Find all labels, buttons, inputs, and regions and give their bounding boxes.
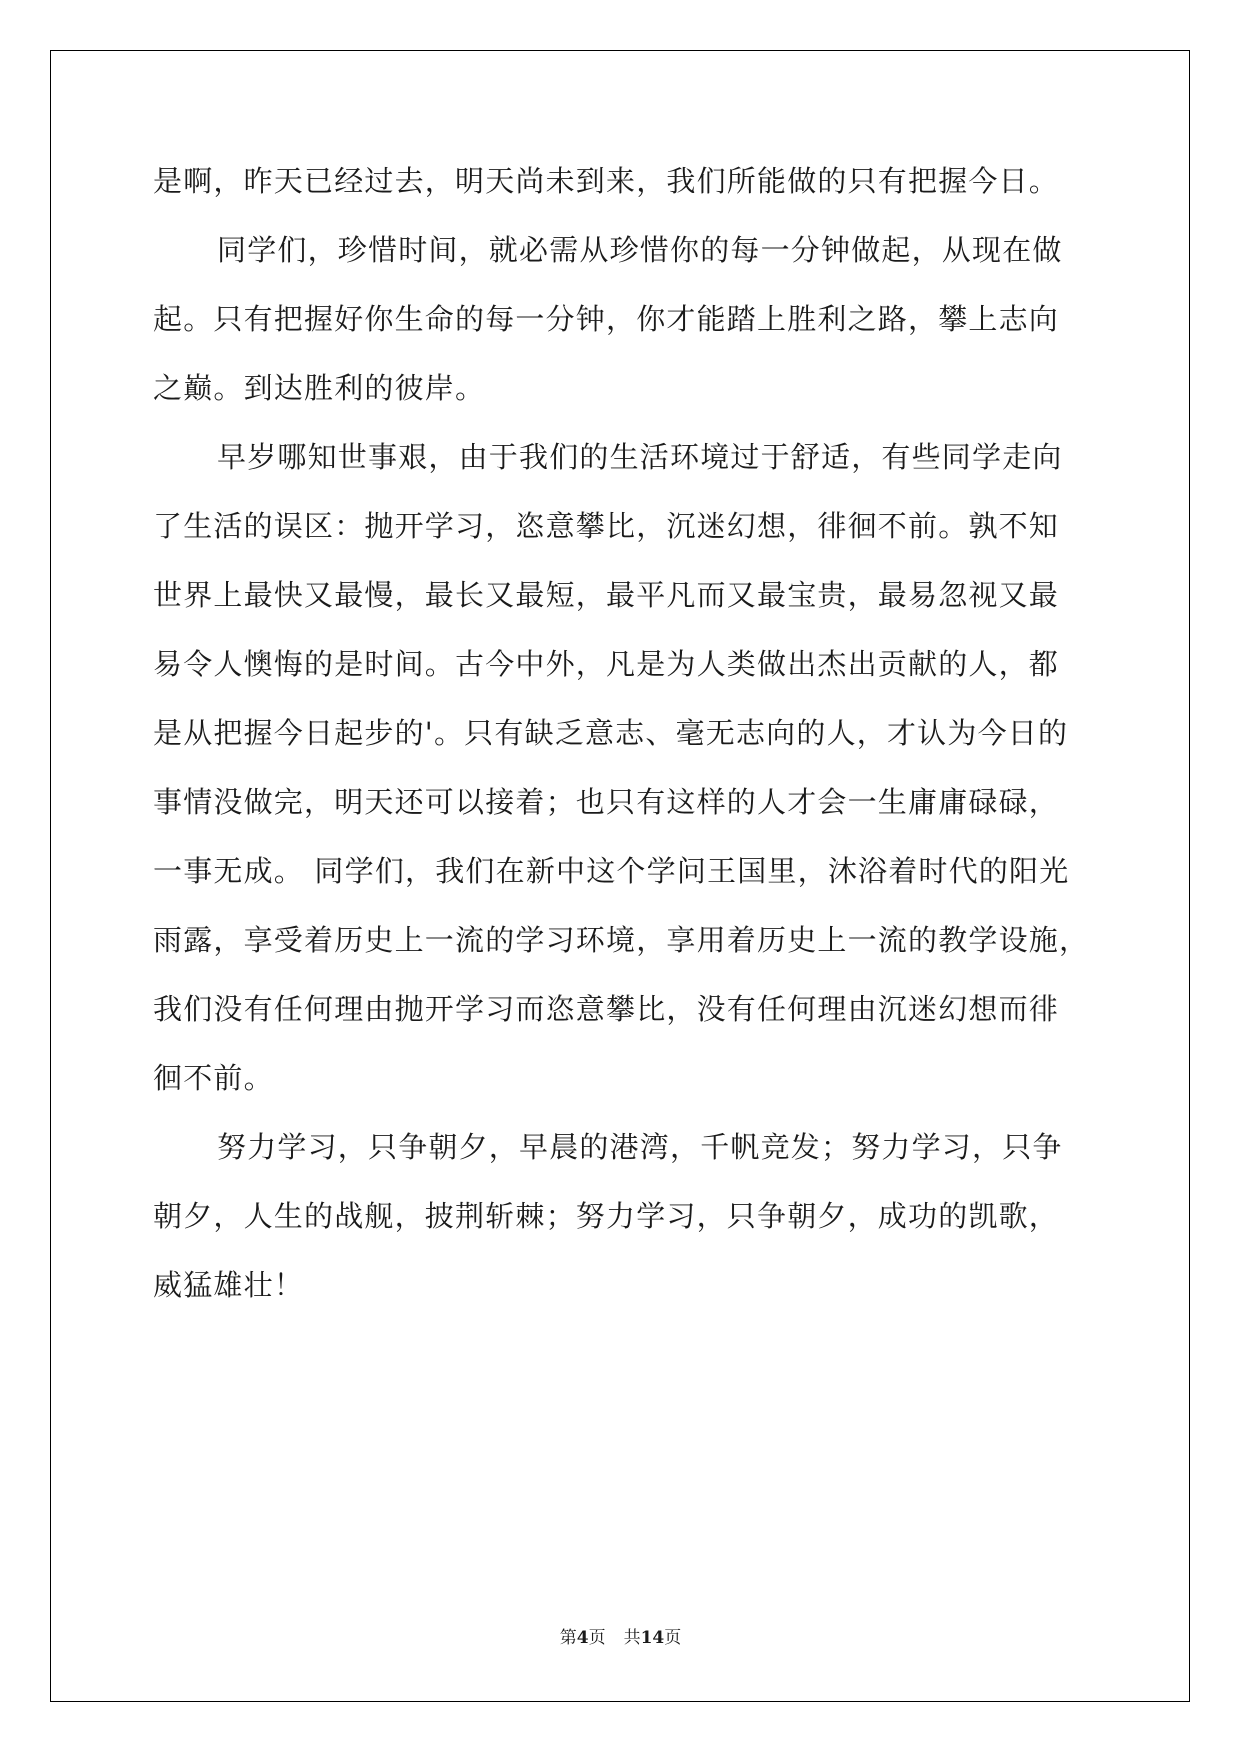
text-line: 雨露，享受着历史上一流的学习环境，享用着历史上一流的教学设施， bbox=[153, 923, 1090, 957]
text-line: 我们没有任何理由抛开学习而恣意攀比，没有任何理由沉迷幻想而徘 bbox=[153, 992, 1060, 1026]
text-line: 世界上最快又最慢，最长又最短，最平凡而又最宝贵，最易忽视又最 bbox=[153, 578, 1060, 612]
page-prefix: 第 bbox=[559, 1628, 577, 1648]
text-line: 早岁哪知世事艰，由于我们的生活环境过于舒适，有些同学走向 bbox=[217, 440, 1063, 474]
page-footer bbox=[0, 1627, 1241, 1649]
total-pages-indicator bbox=[624, 1628, 682, 1648]
text-line: 威猛雄壮！ bbox=[153, 1268, 305, 1302]
text-line: 是从把握今日起步的'。只有缺乏意志、毫无志向的人，才认为今日的 bbox=[153, 716, 1069, 750]
text-line: 朝夕，人生的战舰，披荆斩棘；努力学习，只争朝夕，成功的凯歌， bbox=[153, 1199, 1060, 1233]
current-page-number: 4 bbox=[576, 1628, 589, 1648]
total-prefix: 共 bbox=[623, 1628, 641, 1648]
text-line: 起。只有把握好你生命的每一分钟，你才能踏上胜利之路，攀上志向 bbox=[153, 302, 1060, 336]
text-line: 同学们，珍惜时间，就必需从珍惜你的每一分钟做起，从现在做 bbox=[217, 233, 1063, 267]
text-line: 易令人懊悔的是时间。古今中外，凡是为人类做出杰出贡献的人，都 bbox=[153, 647, 1060, 681]
text-line: 了生活的误区：抛开学习，恣意攀比，沉迷幻想，徘徊不前。孰不知 bbox=[153, 509, 1060, 543]
text-line: 徊不前。 bbox=[153, 1061, 274, 1095]
page-suffix: 页 bbox=[588, 1628, 606, 1648]
page-indicator bbox=[560, 1628, 606, 1648]
text-line: 是啊，昨天已经过去，明天尚未到来，我们所能做的只有把握今日。 bbox=[153, 164, 1060, 198]
total-suffix: 页 bbox=[664, 1628, 682, 1648]
text-line: 一事无成。 同学们，我们在新中这个学问王国里，沐浴着时代的阳光 bbox=[153, 854, 1070, 888]
text-line: 之巅。到达胜利的彼岸。 bbox=[153, 371, 486, 405]
text-line: 努力学习，只争朝夕，早晨的港湾，千帆竞发；努力学习，只争 bbox=[217, 1130, 1063, 1164]
text-line: 事情没做完，明天还可以接着；也只有这样的人才会一生庸庸碌碌， bbox=[153, 785, 1060, 819]
total-pages-number: 14 bbox=[640, 1628, 665, 1648]
